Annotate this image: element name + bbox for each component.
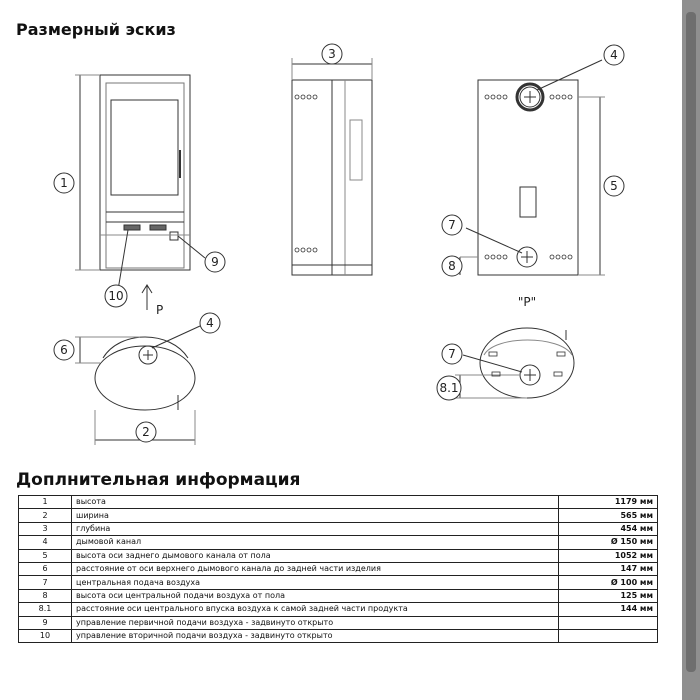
row-value: 1052 мм	[559, 549, 658, 562]
callout-1	[54, 173, 74, 193]
row-description: центральная подача воздуха	[72, 576, 559, 589]
callout-4-rear	[604, 45, 624, 65]
callout-8	[442, 256, 462, 276]
bottom-view-p	[455, 328, 574, 398]
row-description: расстояние оси центрального впуска воздуха к самой задней части продукта	[72, 603, 559, 616]
table-row	[19, 576, 658, 589]
svg-text:8.1: 8.1	[439, 381, 459, 395]
scrollbar[interactable]	[682, 0, 700, 700]
row-description: дымовой канал	[72, 536, 559, 549]
row-description: ширина	[72, 509, 559, 522]
row-value: 565 мм	[559, 509, 658, 522]
table-row	[19, 589, 658, 602]
row-number: 9	[19, 616, 72, 629]
scroll-thumb[interactable]	[686, 12, 696, 672]
callout-4-top	[200, 313, 220, 333]
table-row	[19, 629, 658, 642]
row-number: 8	[19, 589, 72, 602]
row-description: расстояние от оси верхнего дымового канала до задней части изделия	[72, 562, 559, 575]
svg-text:10: 10	[108, 289, 124, 303]
table-row	[19, 522, 658, 535]
table-row	[19, 496, 658, 509]
row-value: 125 мм	[559, 589, 658, 602]
callouts	[54, 44, 624, 442]
row-number: 4	[19, 536, 72, 549]
row-value: Ø 150 мм	[559, 536, 658, 549]
row-description: высота оси заднего дымового канала от пола	[72, 549, 559, 562]
section-title-info: Доплнительная информация	[16, 470, 301, 490]
row-value: Ø 100 мм	[559, 576, 658, 589]
rear-view	[460, 60, 605, 275]
callout-8-1	[437, 376, 461, 400]
side-view	[292, 58, 372, 275]
svg-text:3: 3	[328, 47, 336, 61]
callout-7-bottom	[442, 344, 462, 364]
callout-10	[105, 285, 127, 307]
table-row	[19, 603, 658, 616]
row-description: управление первичной подачи воздуха - задвинуто открыто	[72, 616, 559, 629]
table-row	[19, 549, 658, 562]
svg-text:8: 8	[448, 259, 456, 273]
svg-text:5: 5	[610, 179, 618, 193]
row-number: 1	[19, 496, 72, 509]
table-row	[19, 616, 658, 629]
svg-text:4: 4	[610, 48, 618, 62]
row-value: 1179 мм	[559, 496, 658, 509]
row-value: 147 мм	[559, 562, 658, 575]
front-view	[75, 75, 205, 310]
svg-text:1: 1	[60, 176, 68, 190]
row-number: 3	[19, 522, 72, 535]
svg-text:7: 7	[448, 218, 456, 232]
info-table	[18, 495, 658, 643]
callout-3	[322, 44, 342, 64]
row-description: глубина	[72, 522, 559, 535]
callout-9	[205, 252, 225, 272]
table-row	[19, 562, 658, 575]
row-number: 10	[19, 629, 72, 642]
row-value: 454 мм	[559, 522, 658, 535]
table-row	[19, 536, 658, 549]
row-description: высота оси центральной подачи воздуха от пола	[72, 589, 559, 602]
row-description: управление вторичной подачи воздуха - задвинуто открыто	[72, 629, 559, 642]
callout-5	[604, 176, 624, 196]
callout-7-rear	[442, 215, 462, 235]
table-row	[19, 509, 658, 522]
row-value: 144 мм	[559, 603, 658, 616]
row-number: 2	[19, 509, 72, 522]
row-number: 8.1	[19, 603, 72, 616]
svg-text:4: 4	[206, 316, 214, 330]
callout-6	[54, 340, 74, 360]
row-value	[559, 616, 658, 629]
view-p-label: "P"	[517, 295, 537, 309]
row-value	[559, 629, 658, 642]
svg-text:2: 2	[142, 425, 150, 439]
row-description: высота	[72, 496, 559, 509]
row-number: 7	[19, 576, 72, 589]
section-title-sketch: Размерный эскиз	[16, 20, 176, 39]
row-number: 6	[19, 562, 72, 575]
row-number: 5	[19, 549, 72, 562]
view-arrow-label: P	[156, 303, 164, 317]
callout-2	[136, 422, 156, 442]
svg-text:6: 6	[60, 343, 68, 357]
svg-text:9: 9	[211, 255, 219, 269]
svg-text:7: 7	[448, 347, 456, 361]
